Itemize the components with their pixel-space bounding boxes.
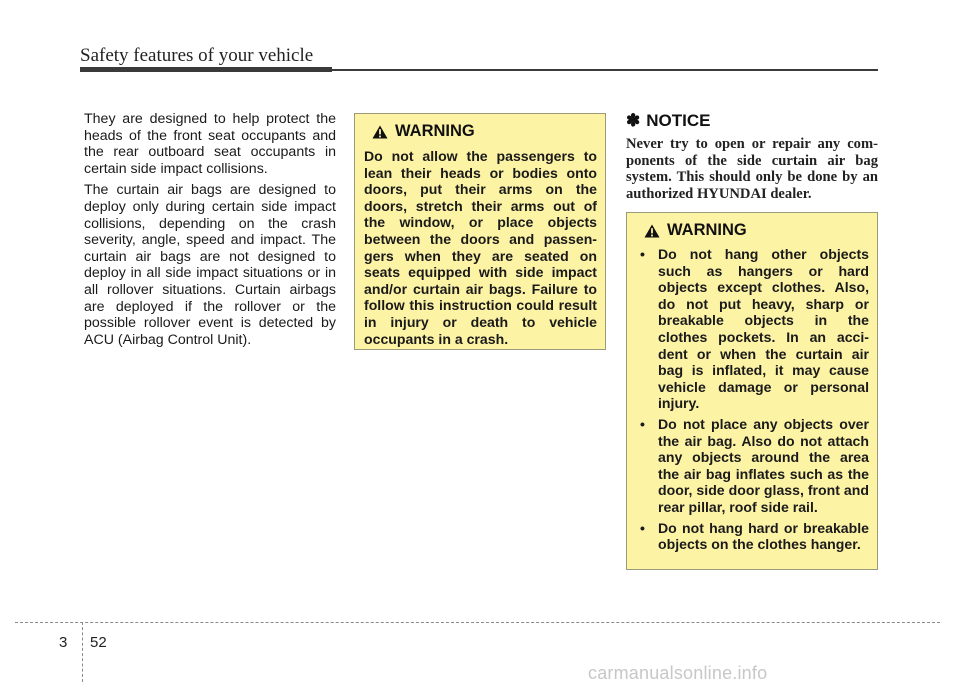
- warning-title: WARNING: [395, 122, 475, 140]
- warning-header: [644, 221, 869, 240]
- list-item: • Do not place any objects over the air bag. Also do not attach any objects around the area the air bag inflates such as the door, side door glass, front and rear pillar, roof side rail.: [640, 415, 869, 515]
- notice-body: Never try to open or repair any com-ponents of the side curtain air bag system. This should only be done by an authorized HYUNDAI dealer.: [626, 136, 878, 202]
- warning-triangle-icon: [644, 224, 660, 238]
- warning-box-doors: [354, 113, 606, 350]
- warning-title: WARNING: [667, 221, 747, 239]
- watermark: carmanualsonline.info: [588, 663, 768, 683]
- list-item: • Do not hang other objects such as hangers or hard objects except clothes. Also, do not put heavy, sharp or breakable objects in the clothes pockets. In an acci-dent or when the curtain air bag is inflated, it may cause vehicle damage or personal injury.: [640, 246, 869, 412]
- warning-list: [636, 246, 869, 553]
- warning-triangle-icon: [372, 125, 388, 139]
- footer-divider: [82, 622, 83, 682]
- footer-rule: [15, 622, 940, 623]
- bullet-icon: •: [640, 415, 645, 432]
- list-item: • Do not hang hard or breakable objects on the clothes hanger.: [640, 519, 869, 553]
- bullet-icon: •: [640, 519, 645, 536]
- bullet-icon: •: [640, 246, 645, 262]
- notice-title: NOTICE: [646, 111, 711, 130]
- warning-body: Do not allow the passengers to lean their heads or bodies onto doors, put their arms on the doors, stretch their arms out of the window, or place objects between the doors and passen-gers when they are seated on seats equipped with side impact and/or curtain air bags. Failure to follow this instruction could result in injury or death to vehicle occupants in a crash.: [364, 148, 597, 347]
- notice-header: [626, 111, 878, 131]
- header-rule-thick: [80, 67, 332, 72]
- paragraph: They are designed to help protect the heads of the front seat occupants and the rear outboard seat occupants in certain side impact collisions.: [84, 111, 336, 177]
- chapter-number: 3: [59, 634, 68, 651]
- notice-section: [626, 111, 878, 202]
- page-header-title: Safety features of your vehicle: [80, 45, 314, 66]
- page-number: 52: [90, 634, 107, 651]
- warning-box-hangers: [626, 212, 878, 570]
- notice-star-icon: ✽: [626, 111, 641, 130]
- header-rule-thin: [332, 69, 878, 71]
- paragraph: The curtain air bags are designed to deploy only during certain side impact collisions, depending on the crash severity, angle, speed and impact. The curtain air bags are not designed to deploy in all side impact situations or in all rollover situations. Curtain airbags are deployed if the rollover or the possible rollover event is detected by ACU (Airbag Control Unit).: [84, 182, 336, 348]
- warning-header: [372, 122, 597, 141]
- left-column: [84, 111, 336, 353]
